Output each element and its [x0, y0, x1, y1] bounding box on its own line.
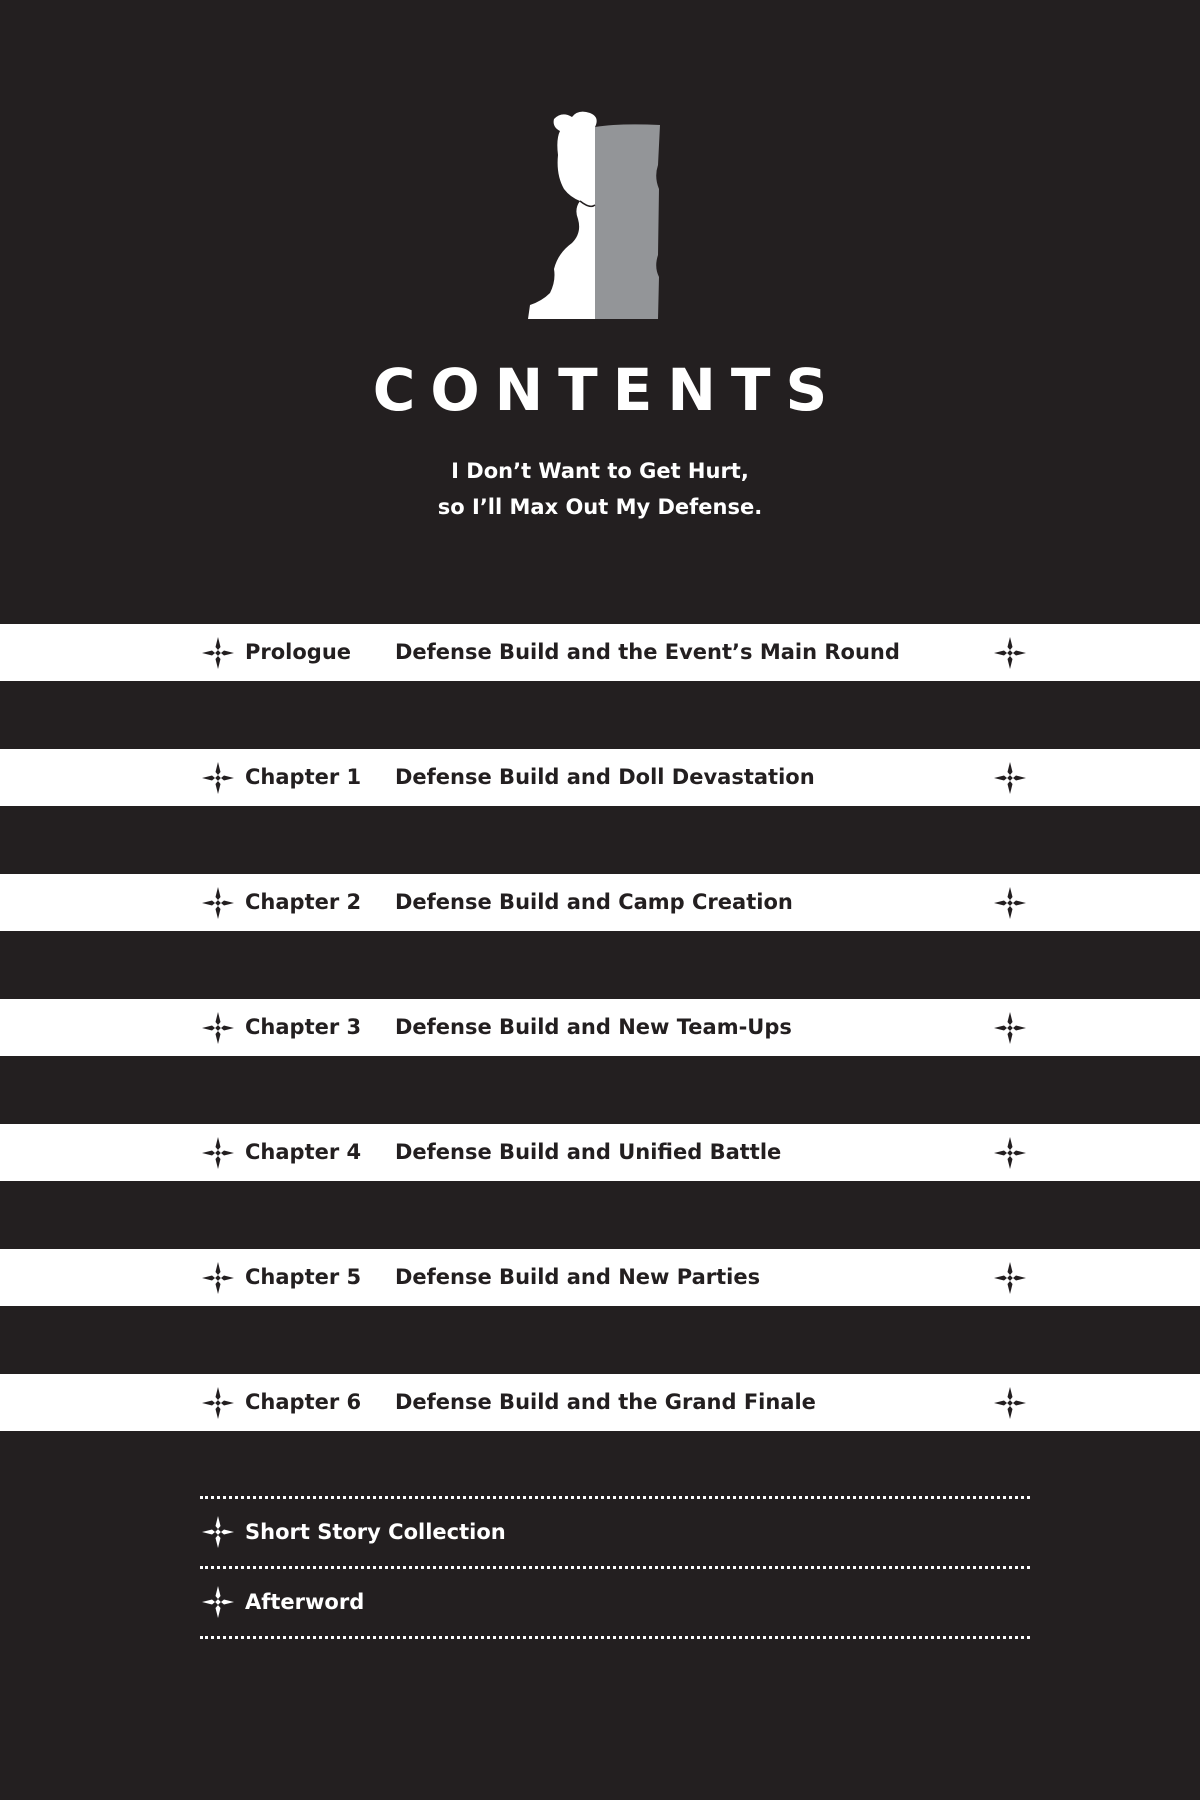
diamond-cross-ornament-icon: [994, 637, 1026, 669]
chapter-row[interactable]: [0, 749, 1200, 806]
diamond-cross-ornament-icon: [202, 1137, 234, 1169]
chapter-row[interactable]: [0, 624, 1200, 681]
chapter-title: Defense Build and Unified Battle: [395, 1140, 782, 1164]
chapter-title: Defense Build and the Event’s Main Round: [395, 640, 900, 664]
diamond-cross-ornament-icon: [202, 762, 234, 794]
diamond-cross-ornament-icon: [994, 1137, 1026, 1169]
dotted-divider: [200, 1636, 1030, 1639]
chapter-label: Chapter 4: [245, 1140, 362, 1164]
extra-row-afterword[interactable]: [200, 1569, 1030, 1636]
chapter-label: Chapter 6: [245, 1390, 362, 1414]
chapter-row[interactable]: [0, 1124, 1200, 1181]
diamond-cross-ornament-icon: [202, 1586, 234, 1618]
diamond-cross-ornament-icon: [202, 1387, 234, 1419]
diamond-cross-ornament-icon: [202, 887, 234, 919]
girl-silhouette-banner-icon: [520, 105, 670, 325]
chapter-label: Chapter 3: [245, 1015, 362, 1039]
diamond-cross-ornament-icon: [994, 1262, 1026, 1294]
diamond-cross-ornament-icon: [994, 1012, 1026, 1044]
extra-label: Afterword: [245, 1590, 365, 1614]
book-subtitle: [0, 453, 1200, 525]
chapter-title: Defense Build and New Team-Ups: [395, 1015, 792, 1039]
chapter-row[interactable]: [0, 1374, 1200, 1431]
chapter-label: Chapter 1: [245, 765, 362, 789]
diamond-cross-ornament-icon: [994, 887, 1026, 919]
extras-list: [200, 1496, 1030, 1639]
chapter-row[interactable]: [0, 874, 1200, 931]
diamond-cross-ornament-icon: [202, 1262, 234, 1294]
diamond-cross-ornament-icon: [994, 762, 1026, 794]
chapter-title: Defense Build and the Grand Finale: [395, 1390, 816, 1414]
extra-label: Short Story Collection: [245, 1520, 506, 1544]
diamond-cross-ornament-icon: [202, 1012, 234, 1044]
chapter-row[interactable]: [0, 999, 1200, 1056]
diamond-cross-ornament-icon: [202, 1516, 234, 1548]
chapter-title: Defense Build and Doll Devastation: [395, 765, 815, 789]
chapter-label: Chapter 2: [245, 890, 362, 914]
diamond-cross-ornament-icon: [994, 1387, 1026, 1419]
subtitle-line-2: so I’ll Max Out My Defense.: [437, 495, 763, 519]
chapter-list: [0, 624, 1200, 1499]
page-title: CONTENTS: [372, 356, 843, 424]
subtitle-line-1: I Don’t Want to Get Hurt,: [451, 459, 749, 483]
chapter-title: Defense Build and Camp Creation: [395, 890, 793, 914]
extra-row-short-stories[interactable]: [200, 1499, 1030, 1566]
chapter-label: Prologue: [245, 640, 352, 664]
chapter-title: Defense Build and New Parties: [395, 1265, 761, 1289]
chapter-row[interactable]: [0, 1249, 1200, 1306]
chapter-label: Chapter 5: [245, 1265, 362, 1289]
diamond-cross-ornament-icon: [202, 637, 234, 669]
